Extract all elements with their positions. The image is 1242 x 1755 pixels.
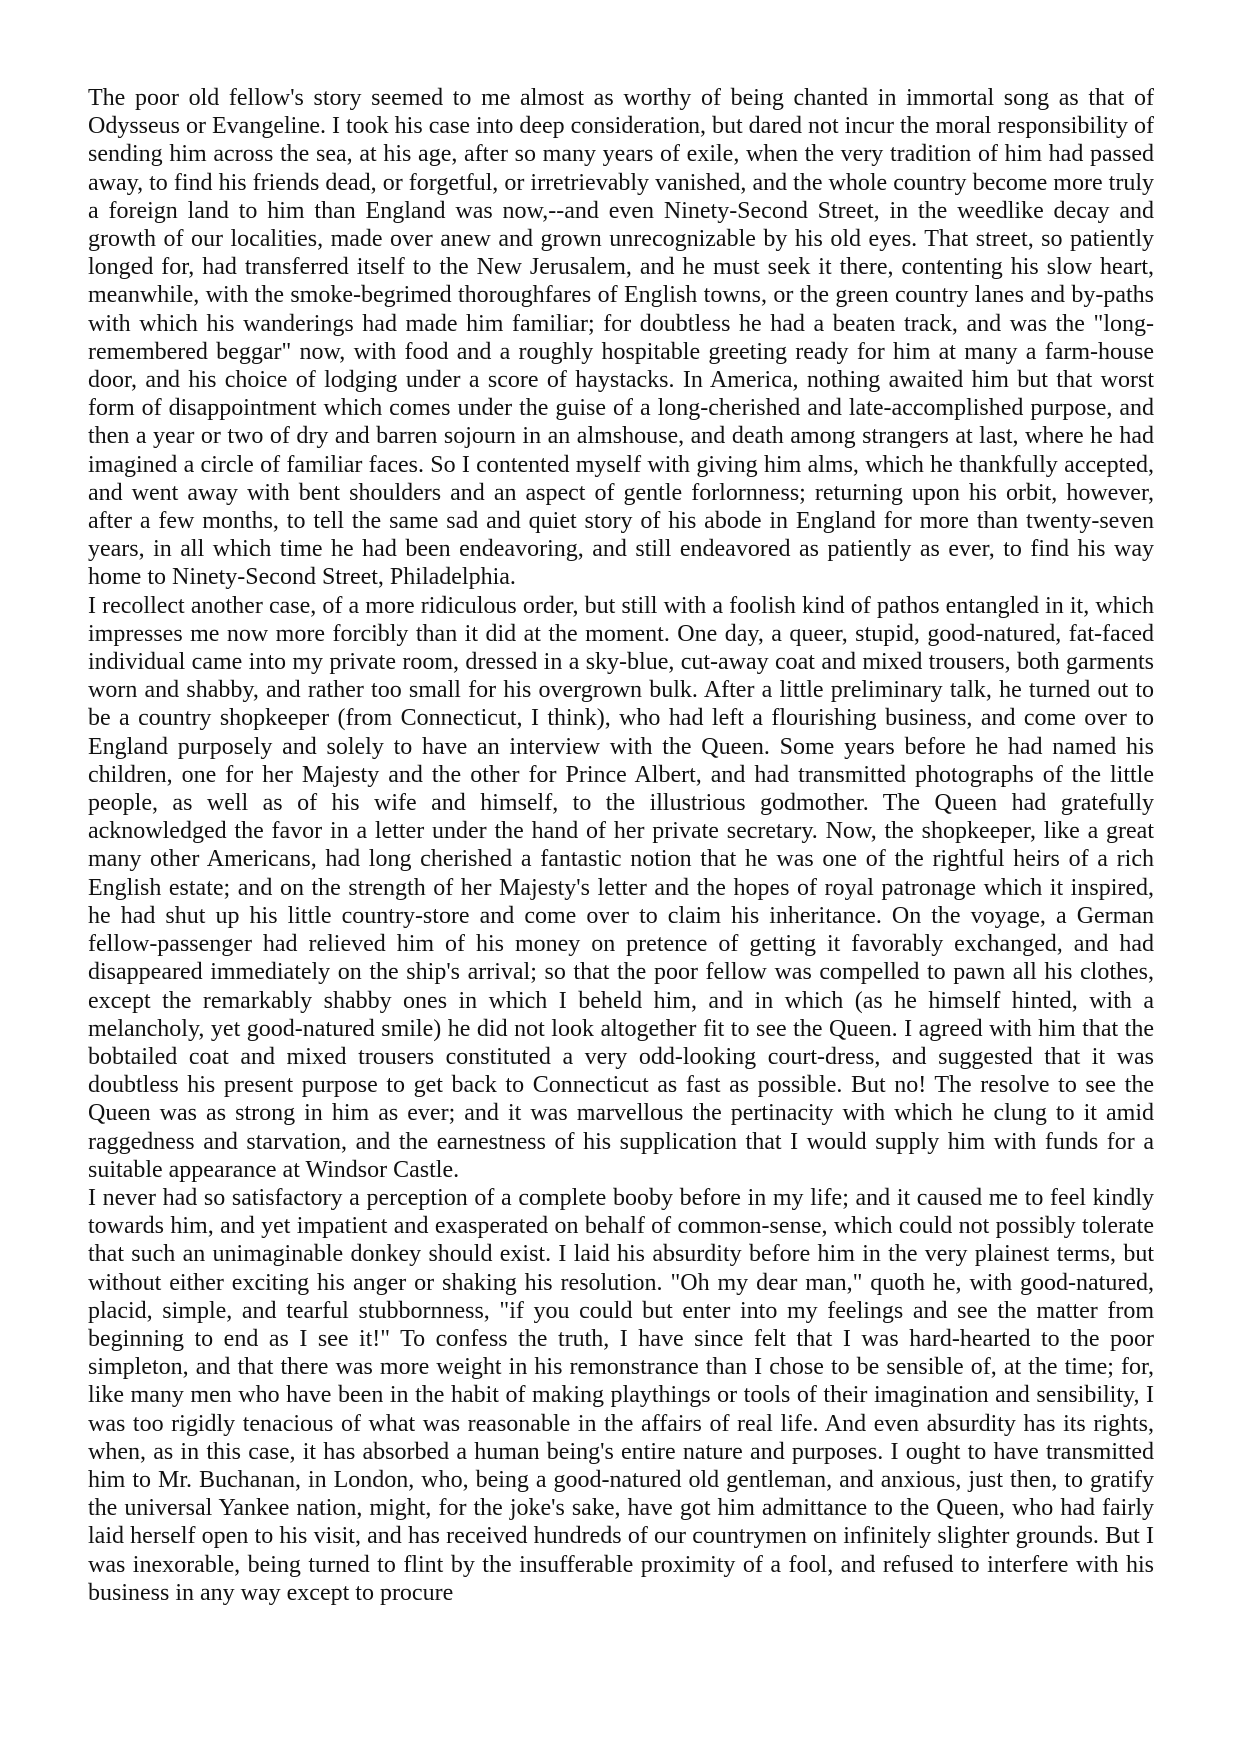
paragraph-another-case: I recollect another case, of a more ridiculous order, but still with a foolish kind of pathos entangled in it, which impresses me now more forcibly than it did at the moment. One day, a queer, stupid, good-natured, fat-faced individual came into my private room, dressed in a sky-blue, cut-away coat and mixed trousers, both garments worn and shabby, and rather too small for his overgrown bulk. After a little preliminary talk, he turned out to be a country shopkeeper (from Connecticut, I think), who had left a flourishing business, and come over to England purposely and solely to have an interview with the Queen. Some years before he had named his children, one for her Majesty and the other for Prince Albert, and had transmitted photographs of the little people, as well as of his wife and himself, to the illustrious godmother. The Queen had gratefully acknowledged the favor in a letter under the hand of her private secretary. Now, the shopkeeper, like a great many other Americans, had long cherished a fantastic notion that he was one of the rightful heirs of a rich English estate; and on the strength of her Majesty's letter and the hopes of royal patronage which it inspired, he had shut up his little country-store and come over to claim his inheritance. On the voyage, a German fellow-passenger had relieved him of his money on pretence of getting it favorably exchanged, and had disappeared immediately on the ship's arrival; so that the poor fellow was compelled to pawn all his clothes, except the remarkably shabby ones in which I beheld him, and in which (as he himself hinted, with a melancholy, yet good-natured smile) he did not look altogether fit to see the Queen. I agreed with him that the bobtailed coat and mixed trousers constituted a very odd-looking court-dress, and suggested that it was doubtless his present purpose to get back to Connecticut as fast as possible. But no! The resolve to see the Queen was as strong in him as ever; and it was marvellous the pertinacity with which he clung to it amid raggedness and starvation, and the earnestness of his supplication that I would supply him with funds for a suitable appearance at Windsor Castle.	[88, 592, 1154, 1183]
paragraph-booby: I never had so satisfactory a perception of a complete booby before in my life; and it caused me to feel kindly towards him, and yet impatient and exasperated on behalf of common-sense, which could not possibly tolerate that such an unimaginable donkey should exist. I laid his absurdity before him in the very plainest terms, but without either exciting his anger or shaking his resolution. "Oh my dear man," quoth he, with good-natured, placid, simple, and tearful stubbornness, "if you could but enter into my feelings and see the matter from beginning to end as I see it!" To confess the truth, I have since felt that I was hard-hearted to the poor simpleton, and that there was more weight in his remonstrance than I chose to be sensible of, at the time; for, like many men who have been in the habit of making playthings or tools of their imagination and sensibility, I was too rigidly tenacious of what was reasonable in the affairs of real life. And even absurdity has its rights, when, as in this case, it has absorbed a human being's entire nature and purposes. I ought to have transmitted him to Mr. Buchanan, in London, who, being a good-natured old gentleman, and anxious, just then, to gratify the universal Yankee nation, might, for the joke's sake, have got him admittance to the Queen, who had fairly laid herself open to his visit, and has received hundreds of our countrymen on infinitely slighter grounds. But I was inexorable, being turned to flint by the insufferable proximity of a fool, and refused to interfere with his business in any way except to procure	[88, 1184, 1154, 1606]
paragraph-odysseus: The poor old fellow's story seemed to me almost as worthy of being chanted in immortal song as that of Odysseus or Evangeline. I took his case into deep consideration, but dared not incur the moral responsibility of sending him across the sea, at his age, after so many years of exile, when the very tradition of him had passed away, to find his friends dead, or forgetful, or irretrievably vanished, and the whole country become more truly a foreign land to him than England was now,--and even Ninety-Second Street, in the weedlike decay and growth of our localities, made over anew and grown unrecognizable by his old eyes. That street, so patiently longed for, had transferred itself to the New Jerusalem, and he must seek it there, contenting his slow heart, meanwhile, with the smoke-begrimed thoroughfares of English towns, or the green country lanes and by-paths with which his wanderings had made him familiar; for doubtless he had a beaten track, and was the "long-remembered beggar" now, with food and a roughly hospitable greeting ready for him at many a farm-house door, and his choice of lodging under a score of haystacks. In America, nothing awaited him but that worst form of disappointment which comes under the guise of a long-cherished and late-accomplished purpose, and then a year or two of dry and barren sojourn in an almshouse, and death among strangers at last, where he had imagined a circle of familiar faces. So I contented myself with giving him alms, which he thankfully accepted, and went away with bent shoulders and an aspect of gentle forlornness; returning upon his orbit, however, after a few months, to tell the same sad and quiet story of his abode in England for more than twenty-seven years, in all which time he had been endeavoring, and still endeavored as patiently as ever, to find his way home to Ninety-Second Street, Philadelphia.	[88, 85, 1154, 591]
document-page	[88, 84, 1154, 1607]
